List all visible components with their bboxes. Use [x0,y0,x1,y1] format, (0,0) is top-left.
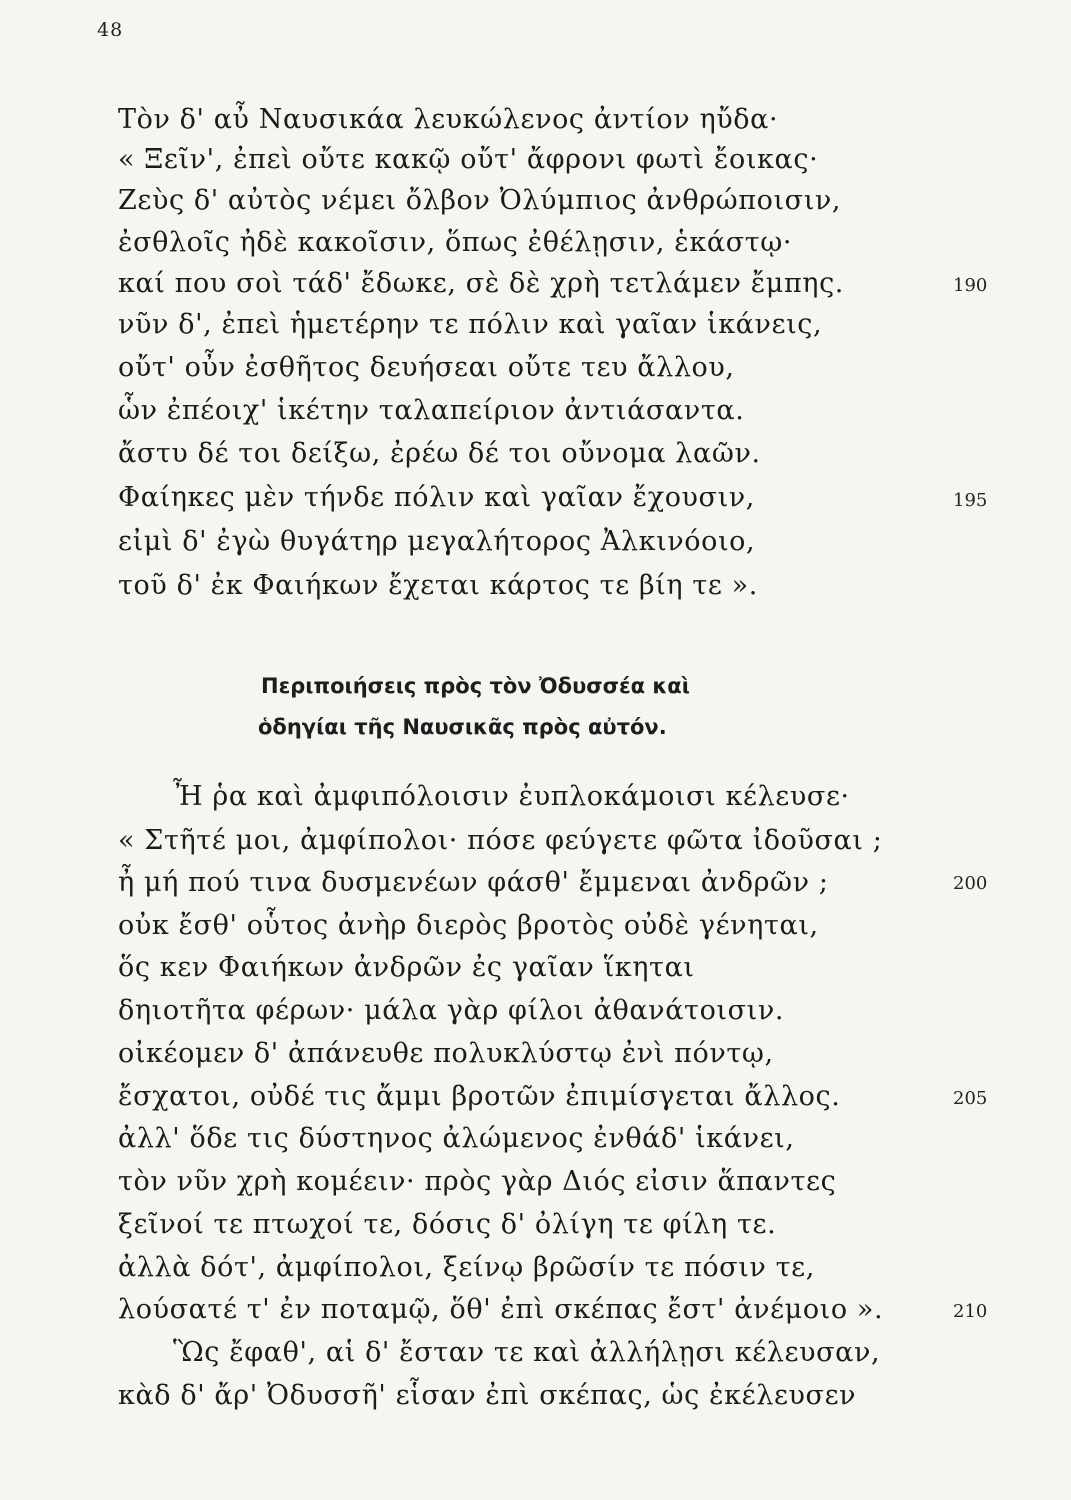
verse-line: οἰκέομεν δ' ἀπάνευθε πολυκλύστῳ ἐνὶ πόντῳ, [118,1038,774,1069]
verse-line: Τὸν δ' αὖ Ναυσικάα λευκώλενος ἀντίον ηὔδα· [118,104,779,135]
line-number: 190 [953,275,988,296]
verse-line: οὔτ' οὖν ἐσθῆτος δευήσεαι οὔτε τευ ἄλλου, [118,352,735,383]
line-number: 210 [953,1301,988,1322]
verse-line: εἰμὶ δ' ἐγὼ θυγάτηρ μεγαλήτορος Ἀλκινόοιο, [118,526,756,557]
verse-line: ὧν ἐπέοιχ' ἱκέτην ταλαπείριον ἀντιάσαντα. [118,395,745,426]
verse-line: ὅς κεν Φαιήκων ἀνδρῶν ἐς γαῖαν ἵκηται [118,952,695,983]
verse-line: ἀλλὰ δότ', ἀμφίπολοι, ξείνῳ βρῶσίν τε πόσιν τε, [118,1252,815,1283]
verse-line: Ζεὺς δ' αὐτὸς νέμει ὄλβον Ὀλύμπιος ἀνθρώποισιν, [118,185,842,216]
verse-line: νῦν δ', ἐπεὶ ἡμετέρην τε πόλιν καὶ γαῖαν ἱκάνεις, [118,309,823,340]
line-number: 195 [953,490,988,511]
line-number: 200 [953,873,988,894]
section-heading: ὁδηγίαι τῆς Ναυσικᾶς πρὸς αὐτόν. [258,715,667,739]
verse-line: οὐκ ἔσθ' οὗτος ἀνὴρ διερὸς βροτὸς οὐδὲ γένηται, [118,910,819,941]
verse-line: ἔσχατοι, οὐδέ τις ἄμμι βροτῶν ἐπιμίσγεται ἄλλος. [118,1081,841,1112]
line-number: 205 [953,1088,988,1109]
verse-line: ἀλλ' ὅδε τις δύστηνος ἀλώμενος ἐνθάδ' ἱκάνει, [118,1123,795,1154]
verse-line: Ἦ ῥα καὶ ἀμφιπόλοισιν ἐυπλοκάμοισι κέλευσε· [173,781,850,812]
verse-line: « Ξεῖν', ἐπεὶ οὔτε κακῷ οὔτ' ἄφρονι φωτὶ ἔοικας· [118,144,819,175]
verse-line: ἄστυ δέ τοι δείξω, ἐρέω δέ τοι οὔνομα λαῶν. [118,438,761,469]
section-heading: Περιποιήσεις πρὸς τὸν Ὀδυσσέα καὶ [261,674,690,698]
verse-line: τοῦ δ' ἐκ Φαιήκων ἔχεται κάρτος τε βίη τε ». [118,570,758,601]
verse-line: λούσατέ τ' ἐν ποταμῷ, ὅθ' ἐπὶ σκέπας ἔστ' ἀνέμοιο ». [118,1294,884,1325]
verse-line: δηιοτῆτα φέρων· μάλα γὰρ φίλοι ἀθανάτοισιν. [118,995,785,1026]
verse-line: καί που σοὶ τάδ' ἔδωκε, σὲ δὲ χρὴ τετλάμεν ἔμπης. [118,268,844,299]
verse-line: ἦ μή πού τινα δυσμενέων φάσθ' ἔμμεναι ἀνδρῶν ; [118,867,829,898]
verse-line: τὸν νῦν χρὴ κομέειν· πρὸς γὰρ Διός εἰσιν ἅπαντες [118,1166,837,1197]
verse-line: « Στῆτέ μοι, ἀμφίπολοι· πόσε φεύγετε φῶτα ἰδοῦσαι ; [118,825,883,856]
verse-line: Φαίηκες μὲν τήνδε πόλιν καὶ γαῖαν ἔχουσιν, [118,482,755,513]
verse-line: Ὣς ἔφαθ', αἱ δ' ἔσταν τε καὶ ἀλλήλῃσι κέλευσαν, [173,1337,881,1368]
page-number: 48 [97,19,124,41]
verse-line: ξεῖνοί τε πτωχοί τε, δόσις δ' ὀλίγη τε φίλη τε. [118,1209,777,1240]
verse-line: κὰδ δ' ἄρ' Ὀδυσσῆ' εἷσαν ἐπὶ σκέπας, ὡς ἐκέλευσεν [118,1380,857,1411]
verse-line: ἐσθλοῖς ἠδὲ κακοῖσιν, ὅπως ἐθέλῃσιν, ἑκάστῳ· [118,227,793,258]
